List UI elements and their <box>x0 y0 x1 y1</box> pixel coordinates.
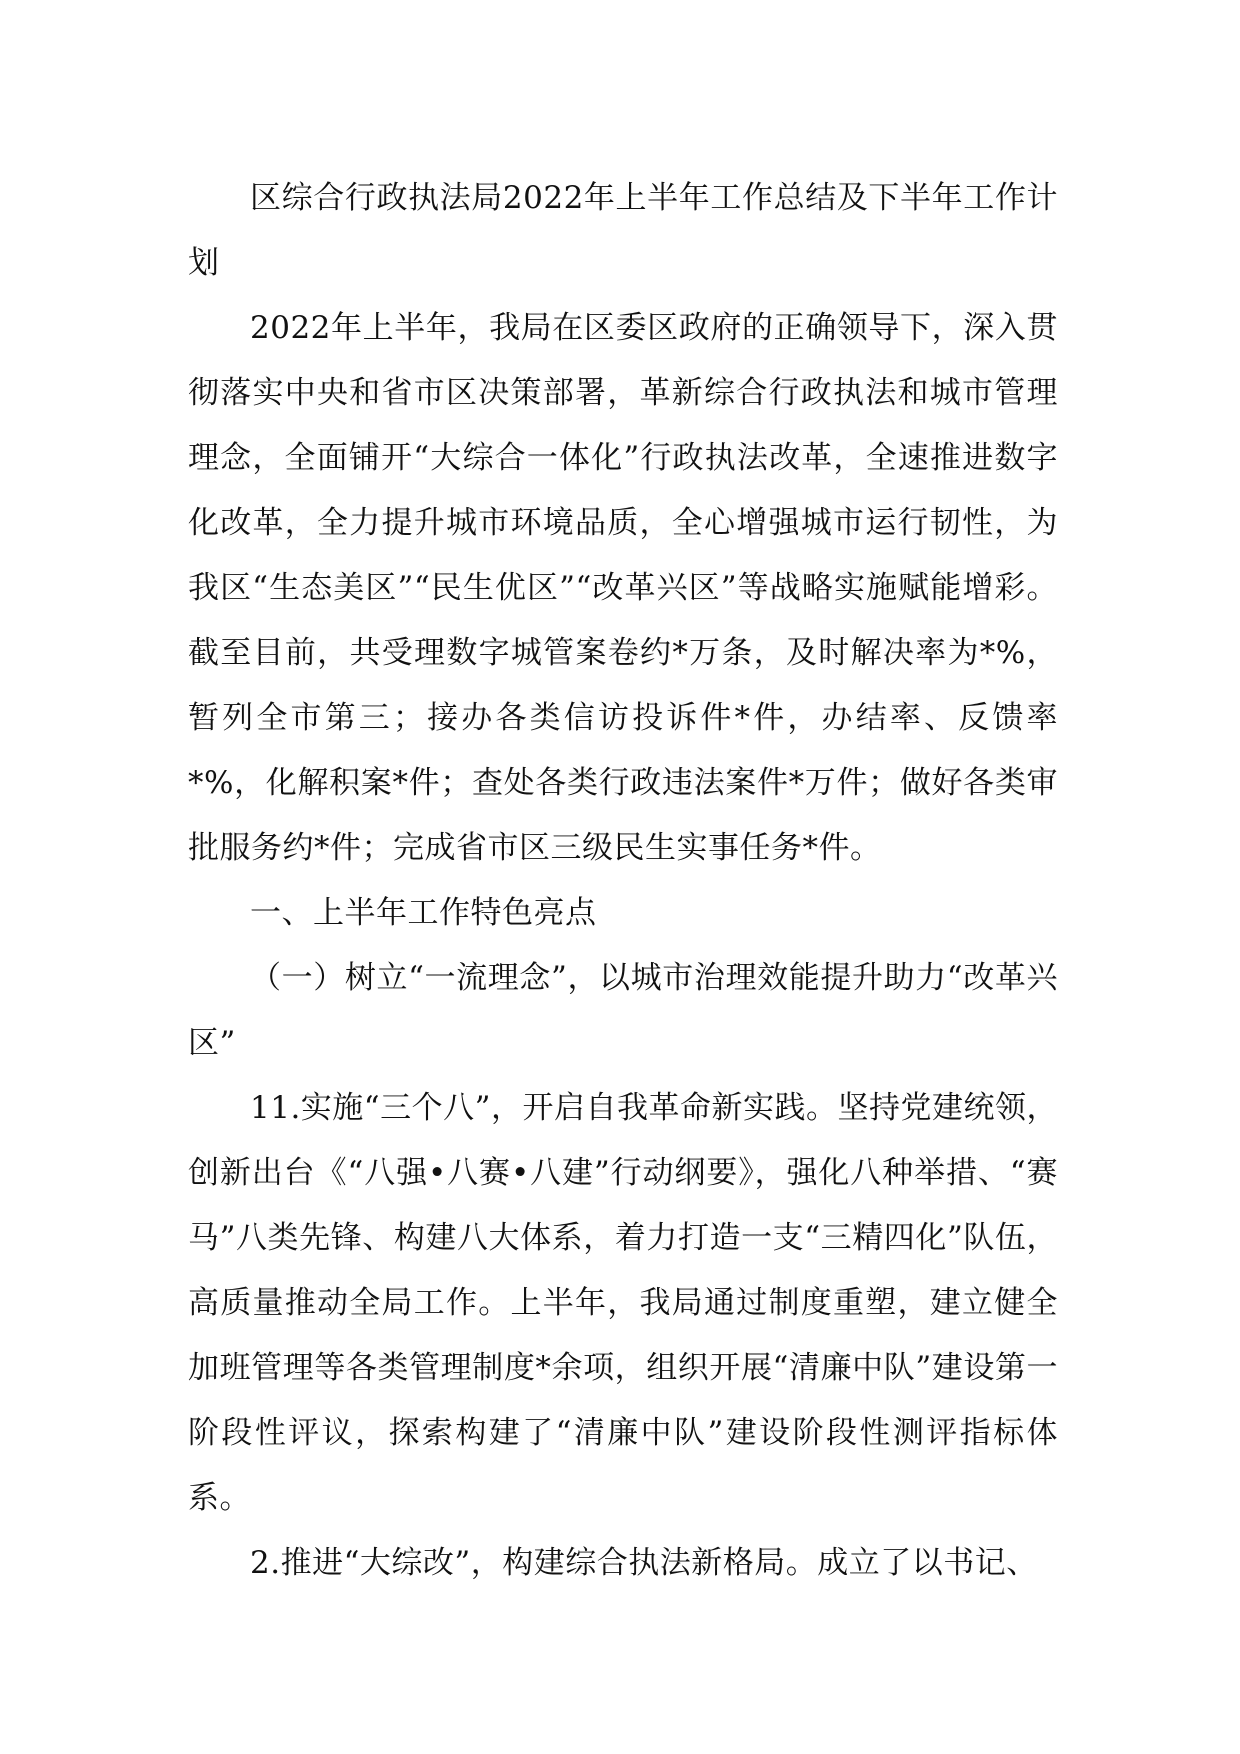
subsection-heading-1: （一）树立“一流理念”，以城市治理效能提升助力“改革兴区” <box>188 960 1058 1061</box>
section-heading-highlights: 一、上半年工作特色亮点 <box>250 895 597 931</box>
document-title: 区综合行政执法局2022年上半年工作总结及下半年工作计划 <box>188 180 1058 281</box>
intro-paragraph: 2022年上半年，我局在区委区政府的正确领导下，深入贯彻落实中央和省市区决策部署，革新综合行政执法和城市管理理念，全面铺开“大综合一体化”行政执法改革，全速推进数字化改革，全力提升城市环境品质，全心增强城市运行韧性，为我区“生态美区”“民生优区”“改革兴区”等战略实施赋能增彩。截至目前，共受理数字城管案卷约*万条，及时解决率为*%，暂列全市第三；接办各类信访投诉件*件，办结率、反馈率*%，化解积案*件；查处各类行政违法案件*万件；做好各类审批服务约*件；完成省市区三级民生实事任务*件。 <box>188 310 1058 866</box>
item-paragraph-2: 2.推进“大综改”，构建综合执法新格局。成立了以书记、 <box>250 1545 1038 1581</box>
item-paragraph-1: 11.实施“三个八”，开启自我革命新实践。坚持党建统领，创新出台《“八强•八赛•八建”行动纲要》，强化八种举措、“赛马”八类先锋、构建八大体系，着力打造一支“三精四化”队伍，高质量推动全局工作。上半年，我局通过制度重塑，建立健全加班管理等各类管理制度*余项，组织开展“清廉中队”建设第一阶段性评议，探索构建了“清廉中队”建设阶段性测评指标体系。 <box>188 1090 1058 1516</box>
document-body <box>188 166 1058 1596</box>
